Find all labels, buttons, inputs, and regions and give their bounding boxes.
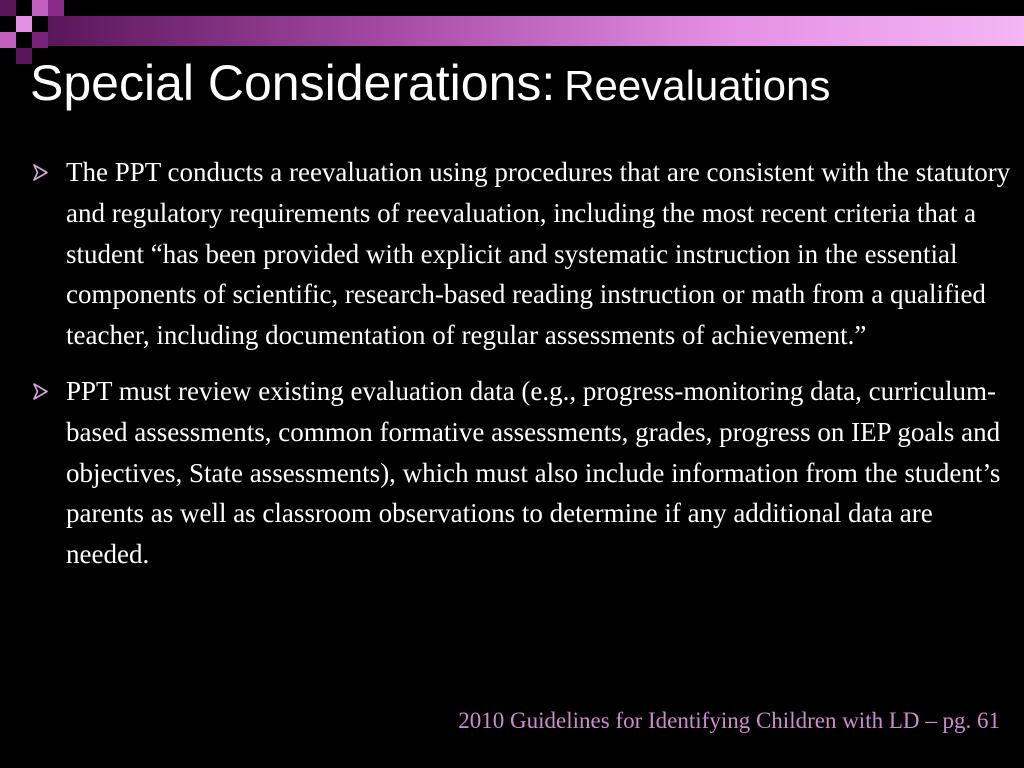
slide-title [30,55,831,111]
checker-square [0,0,16,16]
bullet-list [30,152,1015,575]
arrow-icon [32,164,49,181]
checker-square [48,0,64,16]
bullet-item [30,152,1015,356]
title-gradient-band [48,16,1024,46]
bullet-item [30,371,1015,575]
title-sub: Reevaluations [564,62,831,109]
bullet-text: The PPT conducts a reevaluation using procedures that are consistent with the statutory and regulatory requirements of reevaluation, including the most recent criteria that a student “has been provided with explicit and systematic instruction in the essential components of scientific, research-based reading instruction or math from a qualified teacher, including documentation of regular assessments of achievement.” [66,157,1011,351]
arrow-icon [32,383,49,400]
title-main: Special Considerations: [30,55,556,111]
checker-square [16,16,32,32]
checker-square [0,32,16,48]
checker-square [32,0,48,16]
checker-square [32,32,48,48]
footnote-citation: 2010 Guidelines for Identifying Children with LD – pg. 61 [458,708,1000,733]
bullet-text: PPT must review existing evaluation data (e.g., progress-monitoring data, curriculum-based assessments, common formative assessments, grades, progress on IEP goals and objectives, State assessments), which must also include information from the student’s parents as well as classroom observations to determine if any additional data are needed. [66,375,1001,570]
